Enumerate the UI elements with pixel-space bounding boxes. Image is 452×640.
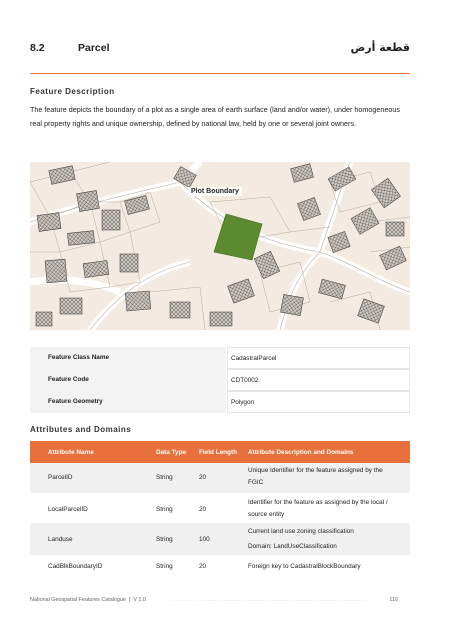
attribute-description: Foreign key to CadastralBlockBoundary — [248, 563, 361, 570]
column-header: Field Length — [199, 449, 237, 456]
attributes-heading: Attributes and Domains — [30, 425, 132, 434]
feature-description-text: The feature depicts the boundary of a plot as a single area of earth surface (land and/or water), under homogeneous real property rights and unique ownership, defined by national law, held by one or several joint owners. — [30, 105, 400, 128]
page-footer — [30, 597, 410, 607]
attribute-description: Unique Identifier for the feature assigned by the — [248, 467, 383, 474]
section-arabic-title: قطعة أرض — [350, 41, 410, 54]
table-row — [30, 555, 410, 577]
column-header: Attribute Description and Domains — [248, 449, 354, 456]
attribute-type: String — [156, 536, 173, 543]
attributes-table-header — [30, 441, 410, 463]
footer-leader-dots: . . . . . . . . . . . . . . . . . . . . . . . . . . . . . . . . . . . . . . . . . . . . . . . . . . . . . . . . . . . . . . . . . . — [170, 597, 367, 603]
section-number: 8.2 — [30, 42, 45, 54]
feature-info-label: Feature Class Name — [30, 347, 226, 369]
plot-boundary-map — [30, 162, 410, 330]
footer-catalogue-name: National Geospatial Features Catalogue — [30, 597, 126, 603]
attribute-description: source entity — [248, 511, 285, 518]
attribute-name: CadBlkBoundaryID — [48, 563, 103, 570]
feature-info-row — [30, 369, 410, 391]
feature-info-row — [30, 347, 410, 369]
column-header: Data Type — [156, 449, 187, 456]
attribute-length: 20 — [199, 506, 207, 513]
attribute-name: Landuse — [48, 536, 73, 543]
attribute-description: FGIC — [248, 479, 264, 486]
attribute-length: 100 — [199, 536, 210, 543]
attribute-description: Domain: LandUseClassification — [248, 543, 337, 550]
table-row — [30, 493, 410, 523]
attribute-description: Current land use zoning classification — [248, 528, 354, 535]
section-header — [30, 42, 410, 60]
attribute-type: String — [156, 563, 173, 570]
feature-info-label: Feature Geometry — [30, 391, 226, 413]
page-number: 110 — [389, 597, 398, 603]
attribute-length: 20 — [199, 563, 207, 570]
attribute-name: ParcelID — [48, 474, 73, 481]
feature-info-value: Polygon — [227, 391, 410, 413]
table-row — [30, 523, 410, 555]
footer-version: V 1.0 — [133, 597, 146, 603]
section-divider — [30, 73, 410, 74]
feature-info-label: Feature Code — [30, 369, 226, 391]
attribute-type: String — [156, 506, 173, 513]
column-header: Attribute Name — [48, 449, 94, 456]
attribute-name: LocalParcelID — [48, 506, 88, 513]
attribute-length: 20 — [199, 474, 207, 481]
attribute-type: String — [156, 474, 173, 481]
section-title: Parcel — [78, 42, 110, 54]
attribute-description: Identifier for the feature as assigned by the local / — [248, 499, 388, 506]
table-row — [30, 463, 410, 493]
plot-boundary-label: Plot Boundary — [188, 187, 242, 196]
attributes-table — [30, 441, 410, 577]
feature-info-value: CDT0002 — [227, 369, 410, 391]
feature-info-table — [30, 347, 410, 413]
feature-info-row — [30, 391, 410, 413]
feature-info-value: CadastralParcel — [227, 347, 410, 369]
footer-separator: | — [128, 597, 131, 603]
footer-title — [30, 597, 146, 603]
feature-description-heading: Feature Description — [30, 87, 115, 96]
